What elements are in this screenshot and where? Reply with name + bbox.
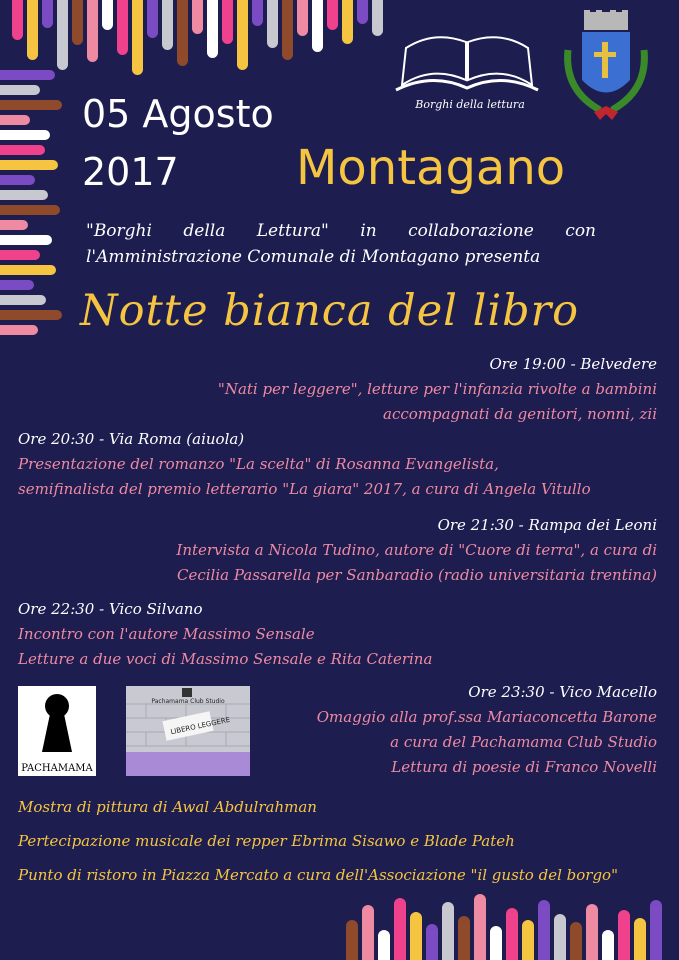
- event-4-line: Letture a due voci di Massimo Sensale e Rita Caterina: [18, 650, 433, 668]
- pachamama-label: PACHAMAMA: [21, 763, 93, 774]
- event-5-heading: Ore 23:30 - Vico Macello: [468, 683, 657, 701]
- coat-of-arms-icon: [556, 10, 656, 135]
- event-4-heading: Ore 22:30 - Vico Silvano: [18, 600, 203, 618]
- decor-stripe: [252, 0, 263, 26]
- event-2-line: Presentazione del romanzo "La scelta" di Rosanna Evangelista,: [18, 455, 499, 473]
- logo-caption: Borghi della lettura: [415, 98, 525, 111]
- decor-stripe: [474, 894, 486, 960]
- footer-item: Pertecipazione musicale dei repper Ebrima Sisawo e Blade Pateh: [18, 832, 515, 850]
- libero-sign-text: LIBERO LEGGERE: [169, 715, 231, 737]
- keyhole-figure-icon: [18, 686, 96, 762]
- decor-stripe: [586, 904, 598, 960]
- decor-stripe: [458, 916, 470, 960]
- event-4: [18, 597, 432, 672]
- decor-stripe: [267, 0, 278, 48]
- decor-stripe: [346, 920, 358, 960]
- event-5: [317, 680, 657, 780]
- decor-stripe: [0, 250, 40, 260]
- decor-stripe: [0, 115, 30, 125]
- event-2-line: semifinalista del premio letterario "La giara" 2017, a cura di Angela Vitullo: [18, 480, 591, 498]
- event-3-heading: Ore 21:30 - Rampa dei Leoni: [437, 516, 657, 534]
- decor-stripe: [102, 0, 113, 30]
- decor-stripe: [342, 0, 353, 44]
- decor-stripe: [132, 0, 143, 75]
- event-2-heading: Ore 20:30 - Via Roma (aiuola): [18, 430, 245, 448]
- decor-stripe: [0, 325, 38, 335]
- decor-stripe: [312, 0, 323, 52]
- decor-stripe: [0, 145, 45, 155]
- decor-stripe: [0, 85, 40, 95]
- decor-stripe: [0, 310, 62, 320]
- decor-stripe: [538, 900, 550, 960]
- libero-caption-strip: [126, 752, 250, 776]
- event-date-year: 2017: [82, 150, 179, 194]
- event-5-line: Lettura di poesie di Franco Novelli: [391, 758, 657, 776]
- decor-stripe: [297, 0, 308, 36]
- footer-item: Mostra di pittura di Awal Abdulrahman: [18, 798, 317, 816]
- decor-stripe: [87, 0, 98, 62]
- decor-stripe: [12, 0, 23, 40]
- decor-stripe: [378, 930, 390, 960]
- decor-stripe: [0, 235, 52, 245]
- decor-stripe: [410, 912, 422, 960]
- event-5-line: Omaggio alla prof.ssa Mariaconcetta Barone: [316, 708, 657, 726]
- decor-stripe: [618, 910, 630, 960]
- decor-stripe: [192, 0, 203, 34]
- event-5-line: a cura del Pachamama Club Studio: [390, 733, 657, 751]
- decor-stripe: [522, 920, 534, 960]
- decor-stripe: [506, 908, 518, 960]
- town-name: Montagano: [296, 140, 566, 196]
- event-1-line: accompagnati da genitori, nonni, zii: [383, 405, 657, 423]
- decor-stripe: [442, 902, 454, 960]
- decor-stripe: [426, 924, 438, 960]
- decor-stripe: [362, 905, 374, 960]
- decor-stripe: [394, 898, 406, 960]
- intro-text: "Borghi della Lettura" in collaborazione con l'Amministrazione Comunale di Montagano presenta: [86, 221, 596, 267]
- decor-stripe: [634, 918, 646, 960]
- event-date-day: 05 Agosto: [82, 92, 274, 136]
- decor-stripe: [0, 205, 60, 215]
- event-1-heading: Ore 19:00 - Belvedere: [489, 355, 657, 373]
- decor-stripe: [554, 914, 566, 960]
- decor-stripe: [0, 130, 50, 140]
- decor-stripe: [650, 900, 662, 960]
- decor-stripe: [0, 70, 55, 80]
- decor-stripe: [0, 265, 56, 275]
- footer-item: Punto di ristoro in Piazza Mercato a cura dell'Associazione "il gusto del borgo": [18, 866, 618, 884]
- decor-stripe: [357, 0, 368, 24]
- decor-stripe: [27, 0, 38, 60]
- event-3: [176, 513, 657, 588]
- decor-stripe: [72, 0, 83, 45]
- decor-stripe: [0, 100, 62, 110]
- decor-stripe: [490, 926, 502, 960]
- decor-stripe: [147, 0, 158, 38]
- event-3-line: Cecilia Passarella per Sanbaradio (radio universitaria trentina): [176, 566, 657, 584]
- decor-stripe: [0, 220, 28, 230]
- decor-stripe: [222, 0, 233, 44]
- decor-stripe: [117, 0, 128, 55]
- event-1: [218, 352, 657, 427]
- event-3-line: Intervista a Nicola Tudino, autore di "Cuore di terra", a cura di: [176, 541, 657, 559]
- libero-leggere-image: [126, 686, 250, 776]
- event-4-line: Incontro con l'autore Massimo Sensale: [18, 625, 315, 643]
- decor-stripe: [177, 0, 188, 66]
- decor-stripe: [0, 190, 48, 200]
- libero-club-label: Pachamama Club Studio: [151, 698, 225, 705]
- decor-stripe: [602, 930, 614, 960]
- open-book-logo-icon: [392, 30, 542, 100]
- decor-stripe: [282, 0, 293, 60]
- decor-stripe: [0, 175, 35, 185]
- decor-stripe: [162, 0, 173, 50]
- pachamama-logo: [18, 686, 96, 776]
- decor-stripe: [237, 0, 248, 70]
- decor-stripe: [0, 160, 58, 170]
- event-1-line: "Nati per leggere", letture per l'infanzia rivolte a bambini: [217, 380, 657, 398]
- event-2: [18, 427, 591, 502]
- decor-stripe: [0, 280, 34, 290]
- event-title: Notte bianca del libro: [80, 286, 580, 336]
- decor-stripe: [207, 0, 218, 58]
- decor-stripe: [327, 0, 338, 30]
- decor-stripe: [0, 295, 46, 305]
- decor-stripe: [570, 922, 582, 960]
- decor-stripe: [42, 0, 53, 28]
- decor-stripe: [372, 0, 383, 36]
- decor-stripe: [57, 0, 68, 70]
